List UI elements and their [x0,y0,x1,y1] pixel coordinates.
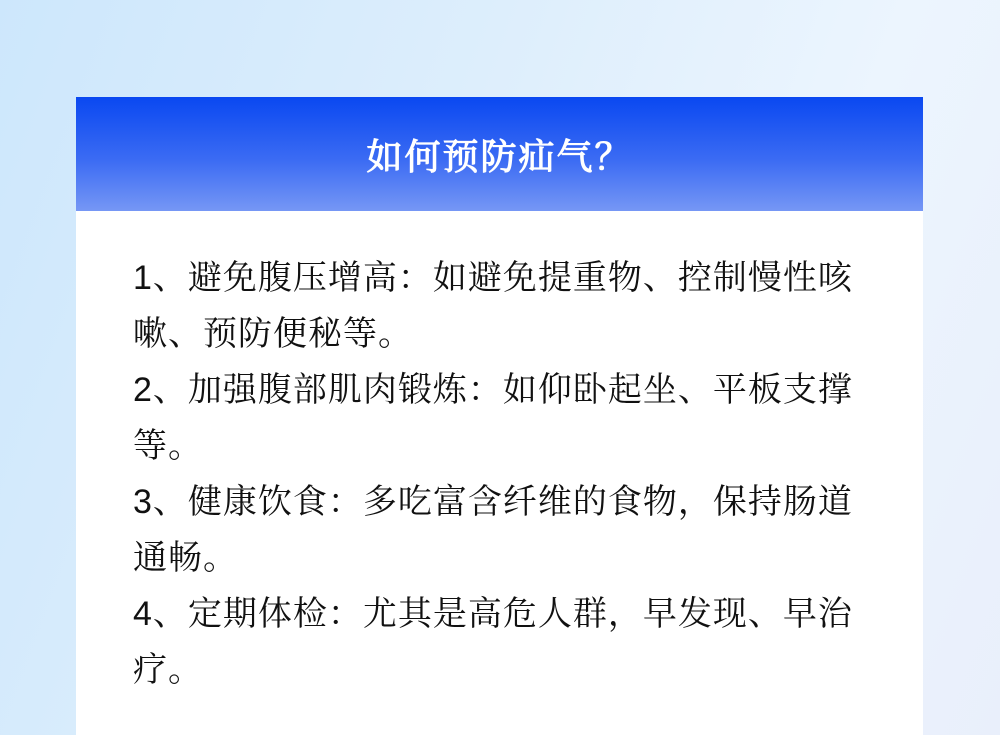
text-line: 3、健康饮食：多吃富含纤维的食物，保持肠道 [133,483,853,521]
text-line: 疗。 [133,651,203,689]
text-line: 等。 [133,427,203,465]
text-line: 2、加强腹部肌肉锻炼：如仰卧起坐、平板支撑 [133,371,853,409]
text-line: 嗽、预防便秘等。 [133,315,413,353]
page-title: 如何预防疝气？ [366,135,633,177]
card-header [76,97,923,211]
text-line: 4、定期体检：尤其是高危人群，早发现、早治 [133,595,853,633]
text-line: 通畅。 [133,539,238,577]
card-body [76,211,923,735]
content-card [76,97,923,735]
text-line: 1、避免腹压增高：如避免提重物、控制慢性咳 [133,259,853,297]
